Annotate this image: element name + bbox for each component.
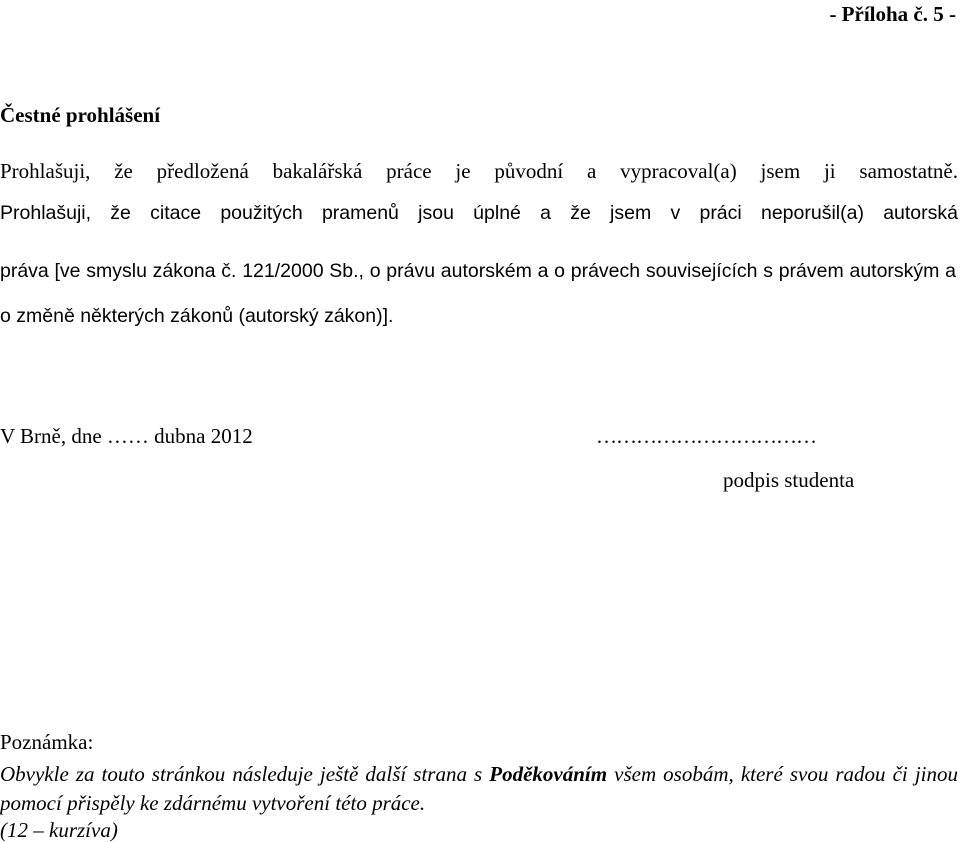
- declaration-legal-reference: práva [ve smyslu zákona č. 121/2000 Sb., o právu autorském a o právech souvisejících s právem autorským a o změně některých zákonů (autorský zákon)].: [0, 260, 956, 327]
- signature-line: ……………………………: [596, 424, 816, 448]
- note-format-spec: (12 – kurzíva): [0, 818, 118, 842]
- attachment-label: - Příloha č. 5 -: [829, 2, 956, 26]
- declaration-line-citations: Prohlašuji, že citace použitých pramenů jsou úplné a že jsem v práci neporušil(a) autorská: [0, 202, 958, 224]
- signature-label: podpis studenta: [723, 468, 855, 492]
- note-title: Poznámka:: [0, 730, 94, 754]
- note-text: [0, 760, 958, 818]
- place-and-date: V Brně, dne …… dubna 2012: [0, 424, 253, 448]
- note-text-acknowledgements: Poděkováním: [489, 762, 608, 786]
- declaration-title: Čestné prohlášení: [0, 103, 161, 127]
- note-text-end: všem osobám, které svou radou či jinou pomocí přispěly ke zdárnému vytvoření této práce.: [0, 762, 958, 815]
- declaration-line-original-work: Prohlašuji, že předložená bakalářská práce je původní a vypracoval(a) jsem ji samostatně.: [0, 159, 958, 183]
- note-text-start: Obvykle za touto stránkou následuje ještě další strana s: [0, 762, 490, 786]
